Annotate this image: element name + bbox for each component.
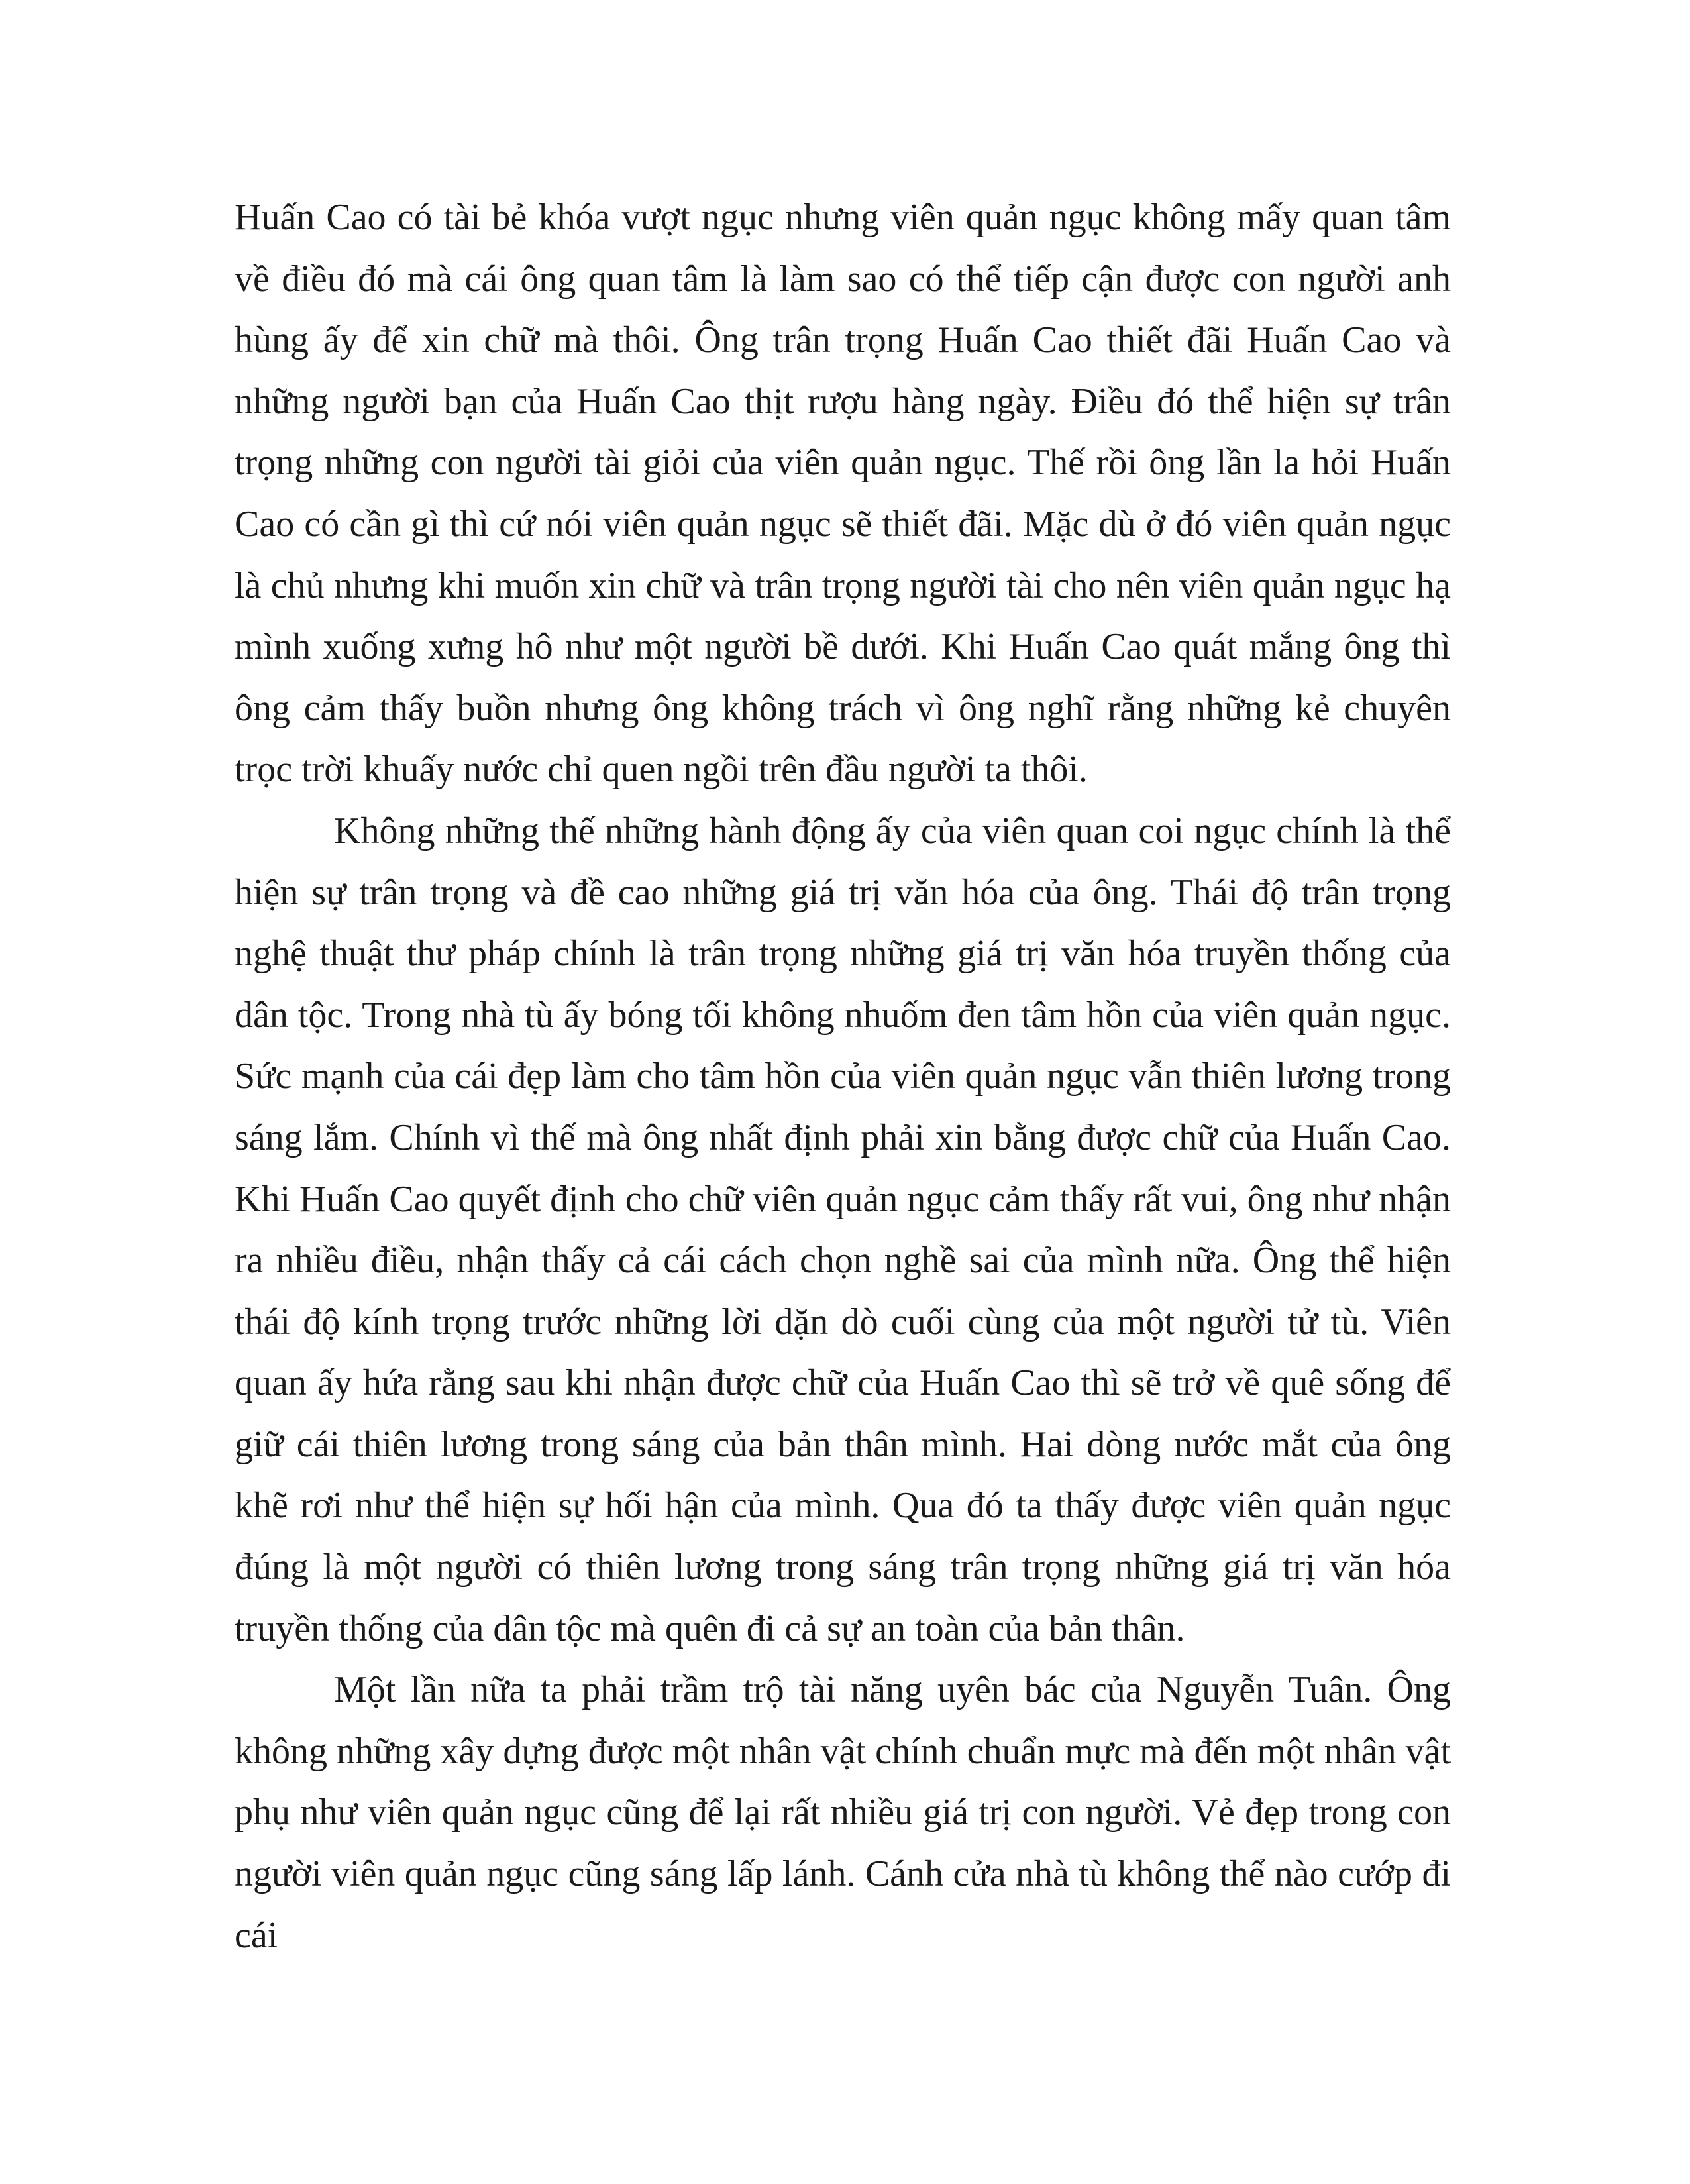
paragraph-3: Một lần nữa ta phải trầm trộ tài năng uyên bác của Nguyễn Tuân. Ông không những xây dựng được một nhân vật chính chuẩn mực mà đến một nhân vật phụ như viên quản ngục cũng để lại rất nhiều giá trị con người. Vẻ đẹp trong con người viên quản ngục cũng sáng lấp lánh. Cánh cửa nhà tù không thể nào cướp đi cái <box>235 1669 1451 1956</box>
paragraph-2: Không những thế những hành động ấy của viên quan coi ngục chính là thể hiện sự trân trọng và đề cao những giá trị văn hóa của ông. Thái độ trân trọng nghệ thuật thư pháp chính là trân trọng những giá trị văn hóa truyền thống của dân tộc. Trong nhà tù ấy bóng tối không nhuốm đen tâm hồn của viên quản ngục. Sức mạnh của cái đẹp làm cho tâm hồn của viên quản ngục vẫn thiên lương trong sáng lắm. Chính vì thế mà ông nhất định phải xin bằng được chữ của Huấn Cao. Khi Huấn Cao quyết định cho chữ viên quản ngục cảm thấy rất vui, ông như nhận ra nhiều điều, nhận thấy cả cái cách chọn nghề sai của mình nữa. Ông thể hiện thái độ kính trọng trước những lời dặn dò cuối cùng của một người tử tù. Viên quan ấy hứa rằng sau khi nhận được chữ của Huấn Cao thì sẽ trở về quê sống để giữ cái thiên lương trong sáng của bản thân mình. Hai dòng nước mắt của ông khẽ rơi như thể hiện sự hối hận của mình. Qua đó ta thấy được viên quản ngục đúng là một người có thiên lương trong sáng trân trọng những giá trị văn hóa truyền thống của dân tộc mà quên đi cả sự an toàn của bản thân. <box>235 810 1451 1649</box>
document-body <box>235 187 1451 1966</box>
paragraph-1: Huấn Cao có tài bẻ khóa vượt ngục nhưng viên quản ngục không mấy quan tâm về điều đó mà cái ông quan tâm là làm sao có thể tiếp cận được con người anh hùng ấy để xin chữ mà thôi. Ông trân trọng Huấn Cao thiết đãi Huấn Cao và những người bạn của Huấn Cao thịt rượu hàng ngày. Điều đó thể hiện sự trân trọng những con người tài giỏi của viên quản ngục. Thế rồi ông lần la hỏi Huấn Cao có cần gì thì cứ nói viên quản ngục sẽ thiết đãi. Mặc dù ở đó viên quản ngục là chủ nhưng khi muốn xin chữ và trân trọng người tài cho nên viên quản ngục hạ mình xuống xưng hô như một người bề dưới. Khi Huấn Cao quát mắng ông thì ông cảm thấy buồn nhưng ông không trách vì ông nghĩ rằng những kẻ chuyên trọc trời khuấy nước chỉ quen ngồi trên đầu người ta thôi. <box>235 197 1451 791</box>
